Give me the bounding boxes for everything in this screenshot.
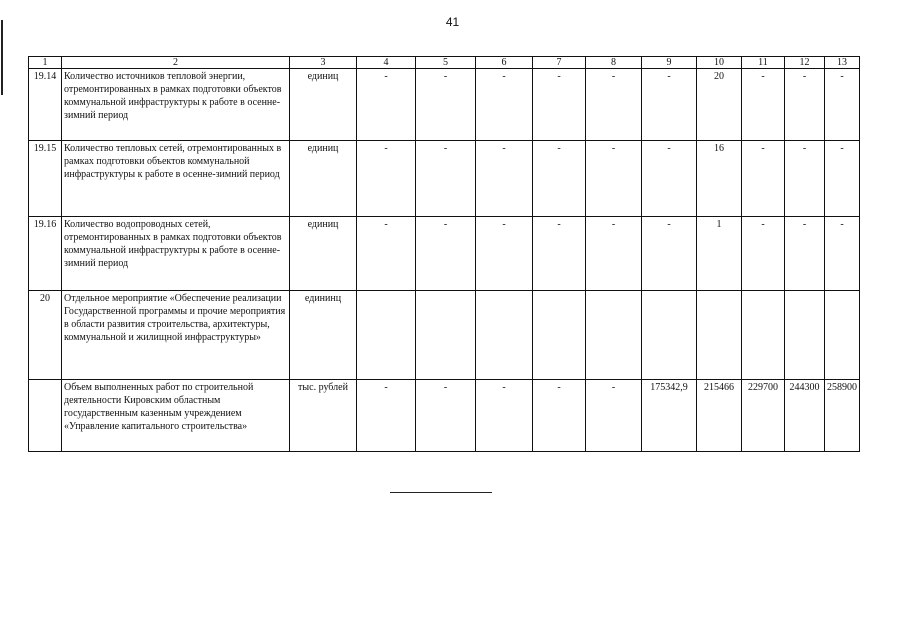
indicator-name: Количество водопроводных сетей, отремонтированных в рамках подготовки объектов коммунальной инфраструктуры к работе в осенне-зимний период [62, 217, 290, 291]
row-number [29, 380, 62, 452]
value-cell: - [533, 380, 586, 452]
column-header: 7 [533, 57, 586, 69]
column-header: 3 [290, 57, 357, 69]
value-cell: - [642, 141, 697, 217]
table-row [29, 380, 860, 452]
value-cell: 215466 [697, 380, 742, 452]
value-cell: - [586, 217, 642, 291]
unit-cell: единиц [290, 69, 357, 141]
value-cell [533, 291, 586, 380]
value-cell: - [533, 69, 586, 141]
value-cell [742, 291, 785, 380]
value-cell: - [476, 380, 533, 452]
unit-cell: единиц [290, 141, 357, 217]
value-cell [476, 291, 533, 380]
column-header: 6 [476, 57, 533, 69]
value-cell: - [416, 69, 476, 141]
indicator-name: Объем выполненных работ по строительной деятельности Кировским областным государственным казенным учреждением «Управление капитального строительства» [62, 380, 290, 452]
row-number: 19.16 [29, 217, 62, 291]
value-cell [416, 291, 476, 380]
table-row [29, 69, 860, 141]
binding-margin-line [1, 20, 3, 95]
column-header: 4 [357, 57, 416, 69]
value-cell: - [742, 69, 785, 141]
value-cell: - [416, 380, 476, 452]
table-row [29, 217, 860, 291]
value-cell: - [416, 141, 476, 217]
value-cell: - [785, 141, 825, 217]
column-header: 13 [825, 57, 860, 69]
value-cell: 1 [697, 217, 742, 291]
column-header: 5 [416, 57, 476, 69]
value-cell [357, 291, 416, 380]
unit-cell: едининц [290, 291, 357, 380]
value-cell: - [785, 217, 825, 291]
value-cell [785, 291, 825, 380]
value-cell: - [357, 69, 416, 141]
column-header: 1 [29, 57, 62, 69]
value-cell: 229700 [742, 380, 785, 452]
value-cell: - [785, 69, 825, 141]
value-cell [642, 291, 697, 380]
value-cell: 20 [697, 69, 742, 141]
value-cell: 244300 [785, 380, 825, 452]
unit-cell: единиц [290, 217, 357, 291]
value-cell: - [742, 217, 785, 291]
indicator-name: Количество источников тепловой энергии, отремонтированных в рамках подготовки объектов коммунальной инфраструктуры к работе в осенне-зимний период [62, 69, 290, 141]
value-cell: - [357, 217, 416, 291]
value-cell: - [416, 217, 476, 291]
row-number: 19.14 [29, 69, 62, 141]
value-cell: - [586, 69, 642, 141]
unit-cell: тыс. рублей [290, 380, 357, 452]
value-cell [697, 291, 742, 380]
value-cell: - [533, 141, 586, 217]
value-cell: - [357, 141, 416, 217]
value-cell: - [476, 141, 533, 217]
value-cell: - [642, 217, 697, 291]
value-cell: - [586, 380, 642, 452]
column-header: 2 [62, 57, 290, 69]
report-table [28, 56, 860, 452]
table-row [29, 141, 860, 217]
value-cell: - [825, 141, 860, 217]
value-cell [586, 291, 642, 380]
value-cell [825, 291, 860, 380]
column-header: 10 [697, 57, 742, 69]
value-cell: - [742, 141, 785, 217]
table-header-row [29, 57, 860, 69]
value-cell: - [476, 69, 533, 141]
table-row [29, 291, 860, 380]
value-cell: - [533, 217, 586, 291]
value-cell: - [586, 141, 642, 217]
column-header: 8 [586, 57, 642, 69]
end-separator-line [390, 492, 492, 493]
value-cell: 175342,9 [642, 380, 697, 452]
page-number: 41 [445, 15, 460, 29]
value-cell: - [357, 380, 416, 452]
value-cell: - [825, 217, 860, 291]
value-cell: - [825, 69, 860, 141]
indicator-name: Отдельное мероприятие «Обеспечение реализации Государственной программы и прочие мероприятия в области развития строительства, архитектуры, коммунальной и жилищной инфраструктуры» [62, 291, 290, 380]
value-cell: 258900 [825, 380, 860, 452]
row-number: 20 [29, 291, 62, 380]
value-cell: - [476, 217, 533, 291]
column-header: 11 [742, 57, 785, 69]
indicator-name: Количество тепловых сетей, отремонтированных в рамках подготовки объектов коммунальной инфраструктуры к работе в осенне-зимний период [62, 141, 290, 217]
column-header: 9 [642, 57, 697, 69]
column-header: 12 [785, 57, 825, 69]
value-cell: - [642, 69, 697, 141]
row-number: 19.15 [29, 141, 62, 217]
value-cell: 16 [697, 141, 742, 217]
